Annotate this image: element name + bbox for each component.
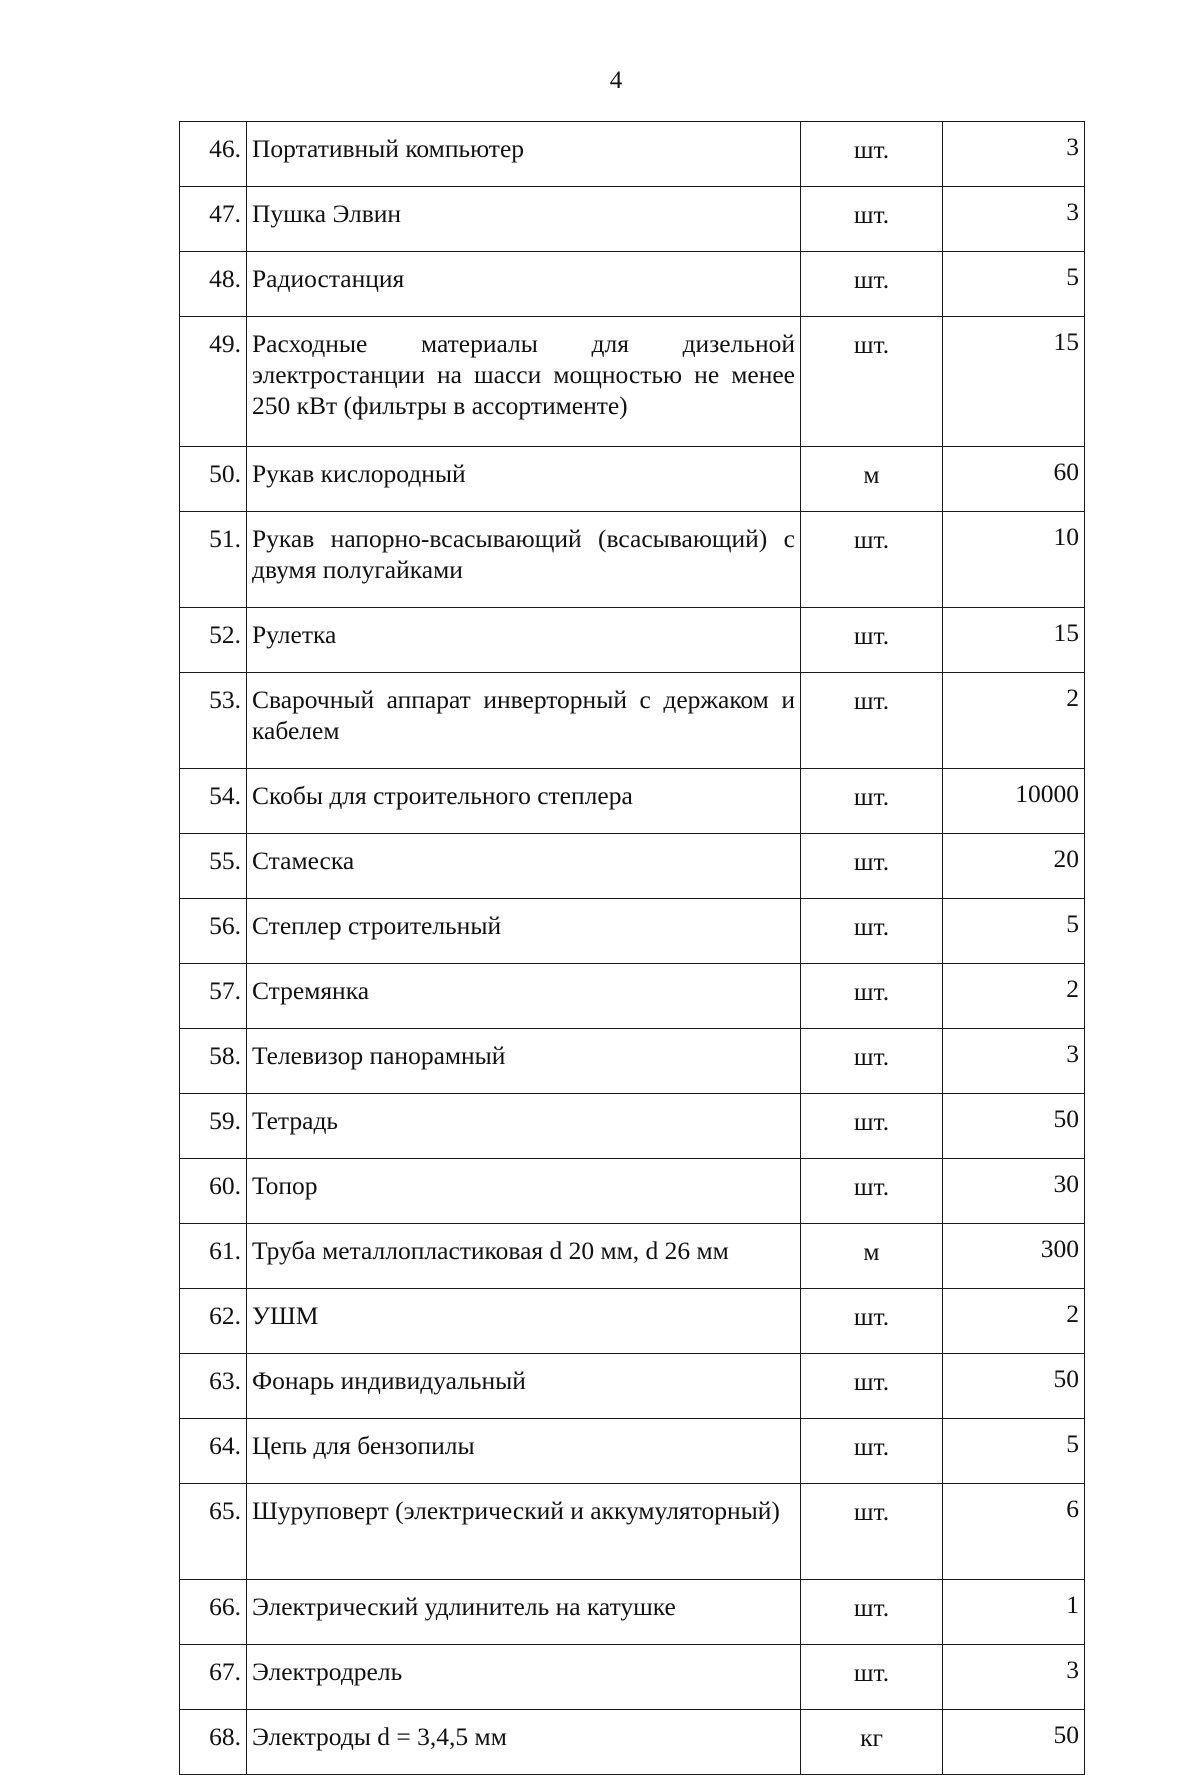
item-unit: шт. [801, 1159, 943, 1224]
item-unit: шт. [801, 673, 943, 769]
row-number: 68. [180, 1710, 247, 1775]
row-number: 60. [180, 1159, 247, 1224]
item-unit: шт. [801, 1029, 943, 1094]
item-quantity: 10 [943, 512, 1085, 608]
row-number: 64. [180, 1419, 247, 1484]
row-number: 62. [180, 1289, 247, 1354]
row-number: 65. [180, 1484, 247, 1580]
item-quantity: 3 [943, 1029, 1085, 1094]
item-quantity: 50 [943, 1710, 1085, 1775]
item-unit: шт. [801, 1354, 943, 1419]
item-unit: шт. [801, 1289, 943, 1354]
table-row [180, 1159, 1085, 1224]
item-name: Труба металлопластиковая d 20 мм, d 26 мм [247, 1224, 801, 1289]
item-unit: шт. [801, 512, 943, 608]
item-quantity: 15 [943, 317, 1085, 447]
item-unit: шт. [801, 122, 943, 187]
item-name: Электродрель [247, 1645, 801, 1710]
item-unit: шт. [801, 608, 943, 673]
item-name: Телевизор панорамный [247, 1029, 801, 1094]
item-name: Топор [247, 1159, 801, 1224]
table-row [180, 252, 1085, 317]
row-number: 58. [180, 1029, 247, 1094]
table-row [180, 834, 1085, 899]
table-row [180, 447, 1085, 512]
row-number: 52. [180, 608, 247, 673]
item-name: Фонарь индивидуальный [247, 1354, 801, 1419]
item-unit: шт. [801, 187, 943, 252]
row-number: 51. [180, 512, 247, 608]
table-row [180, 964, 1085, 1029]
item-unit: шт. [801, 964, 943, 1029]
item-unit: шт. [801, 899, 943, 964]
item-unit: шт. [801, 1645, 943, 1710]
item-name: Электрический удлинитель на катушке [247, 1580, 801, 1645]
item-quantity: 60 [943, 447, 1085, 512]
item-quantity: 2 [943, 964, 1085, 1029]
item-unit: шт. [801, 252, 943, 317]
item-unit: м [801, 447, 943, 512]
row-number: 57. [180, 964, 247, 1029]
table-row [180, 1094, 1085, 1159]
page-number: 4 [609, 67, 623, 94]
table-row [180, 673, 1085, 769]
item-quantity: 50 [943, 1094, 1085, 1159]
item-quantity: 5 [943, 1419, 1085, 1484]
table-row [180, 608, 1085, 673]
row-number: 46. [180, 122, 247, 187]
table-row [180, 187, 1085, 252]
table-row [180, 1419, 1085, 1484]
item-quantity: 30 [943, 1159, 1085, 1224]
item-quantity: 2 [943, 673, 1085, 769]
item-name: Сварочный аппарат инверторный с держаком и кабелем [247, 673, 801, 769]
item-unit: шт. [801, 1094, 943, 1159]
row-number: 55. [180, 834, 247, 899]
item-name: Пушка Элвин [247, 187, 801, 252]
item-unit: м [801, 1224, 943, 1289]
table-row [180, 1354, 1085, 1419]
row-number: 47. [180, 187, 247, 252]
table-row [180, 769, 1085, 834]
items-table [179, 121, 1085, 1775]
row-number: 56. [180, 899, 247, 964]
item-unit: шт. [801, 1419, 943, 1484]
row-number: 48. [180, 252, 247, 317]
item-quantity: 5 [943, 252, 1085, 317]
item-name: Расходные материалы для дизельной электростанции на шасси мощностью не менее 250 кВт (фильтры в ассортименте) [247, 317, 801, 447]
row-number: 66. [180, 1580, 247, 1645]
table-row [180, 317, 1085, 447]
item-quantity: 20 [943, 834, 1085, 899]
table-row [180, 1580, 1085, 1645]
item-name: УШМ [247, 1289, 801, 1354]
item-quantity: 3 [943, 1645, 1085, 1710]
item-name: Портативный компьютер [247, 122, 801, 187]
item-quantity: 3 [943, 122, 1085, 187]
table-row [180, 1224, 1085, 1289]
row-number: 54. [180, 769, 247, 834]
item-name: Стремянка [247, 964, 801, 1029]
item-name: Рулетка [247, 608, 801, 673]
item-quantity: 15 [943, 608, 1085, 673]
item-unit: шт. [801, 317, 943, 447]
row-number: 61. [180, 1224, 247, 1289]
item-quantity: 5 [943, 899, 1085, 964]
table-row [180, 1710, 1085, 1775]
item-quantity: 3 [943, 187, 1085, 252]
item-quantity: 2 [943, 1289, 1085, 1354]
item-unit: кг [801, 1710, 943, 1775]
row-number: 53. [180, 673, 247, 769]
item-unit: шт. [801, 769, 943, 834]
table-row [180, 1645, 1085, 1710]
item-name: Шуруповерт (электрический и аккумуляторный) [247, 1484, 801, 1580]
table-row [180, 899, 1085, 964]
item-name: Стамеска [247, 834, 801, 899]
item-unit: шт. [801, 1484, 943, 1580]
item-quantity: 10000 [943, 769, 1085, 834]
row-number: 49. [180, 317, 247, 447]
table-row [180, 122, 1085, 187]
table-row [180, 1484, 1085, 1580]
row-number: 63. [180, 1354, 247, 1419]
table-row [180, 1029, 1085, 1094]
item-name: Электроды d = 3,4,5 мм [247, 1710, 801, 1775]
item-name: Цепь для бензопилы [247, 1419, 801, 1484]
row-number: 50. [180, 447, 247, 512]
item-name: Радиостанция [247, 252, 801, 317]
item-name: Рукав напорно-всасывающий (всасывающий) с двумя полугайками [247, 512, 801, 608]
table-row [180, 512, 1085, 608]
row-number: 67. [180, 1645, 247, 1710]
table-row [180, 1289, 1085, 1354]
item-unit: шт. [801, 1580, 943, 1645]
item-name: Скобы для строительного степлера [247, 769, 801, 834]
item-quantity: 50 [943, 1354, 1085, 1419]
item-name: Степлер строительный [247, 899, 801, 964]
item-name: Рукав кислородный [247, 447, 801, 512]
item-unit: шт. [801, 834, 943, 899]
item-quantity: 6 [943, 1484, 1085, 1580]
row-number: 59. [180, 1094, 247, 1159]
item-quantity: 1 [943, 1580, 1085, 1645]
item-quantity: 300 [943, 1224, 1085, 1289]
item-name: Тетрадь [247, 1094, 801, 1159]
